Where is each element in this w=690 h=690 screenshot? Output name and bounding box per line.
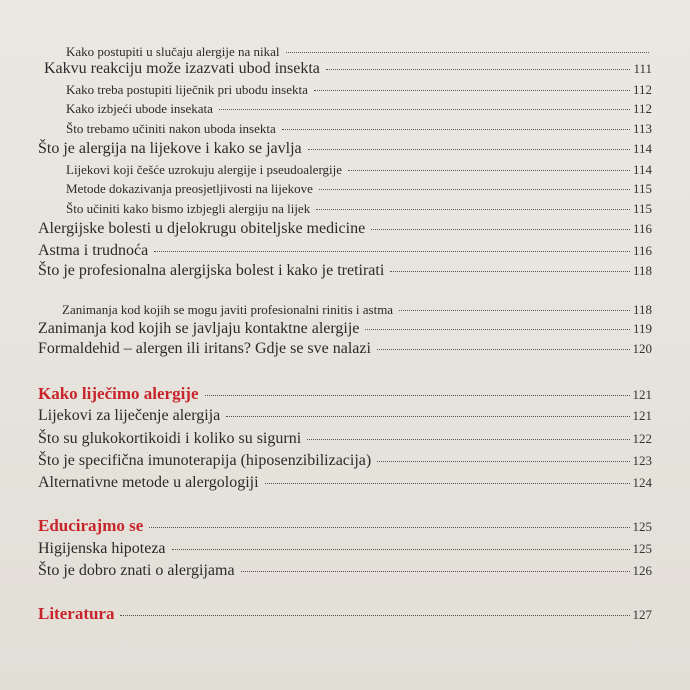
toc-entry-allergy-medications [38, 407, 652, 425]
dot-leader [390, 271, 630, 272]
toc-entry-title: Zanimanja kod kojih se mogu javiti profesionalni rinitis i astma [62, 302, 394, 317]
toc-entry-page: 111 [633, 61, 652, 76]
toc-entry-page: 115 [632, 201, 652, 216]
toc-entry-avoid-drug-allergy [66, 201, 652, 217]
toc-section-title: Educirajmo se [38, 516, 144, 535]
toc-entry-title: Zanimanja kod kojih se javljaju kontaktne alergije [38, 320, 360, 337]
toc-entry-doctor-insect-sting [66, 82, 652, 98]
toc-entry-drug-allergy [38, 140, 652, 158]
toc-entry-page: 124 [632, 475, 652, 490]
dot-leader [120, 615, 629, 616]
toc-entry-page: 113 [632, 121, 652, 136]
dot-leader [282, 129, 630, 130]
dot-leader [348, 170, 630, 171]
toc-entry-title: Alternativne metode u alergologiji [38, 474, 259, 491]
dot-leader [286, 52, 650, 53]
toc-entry-page: 118 [632, 263, 652, 278]
toc-entry-page: 112 [632, 101, 652, 116]
toc-entry-page: 112 [632, 82, 652, 97]
toc-entry-immunotherapy [38, 452, 652, 470]
toc-entry-title: Što je profesionalna alergijska bolest i kako je tretirati [38, 262, 385, 279]
toc-entry-title: Formaldehid – alergen ili iritans? Gdje se sve nalazi [38, 340, 371, 357]
toc-entry-title: Što su glukokortikoidi i koliko su sigurni [38, 430, 302, 447]
toc-entry-title: Kako izbjeći ubode insekata [66, 101, 213, 116]
dot-leader [316, 209, 630, 210]
toc-entry-asthma-pregnancy [38, 242, 652, 260]
dot-leader [226, 416, 629, 417]
toc-entry-title: Lijekovi za liječenje alergija [38, 407, 221, 424]
toc-entry-formaldehyde [38, 340, 652, 358]
toc-entry-hygiene-hypothesis [38, 540, 652, 558]
toc-entry-page: 114 [632, 162, 652, 177]
toc-entry-page: 118 [632, 302, 652, 317]
dot-leader [241, 571, 630, 572]
toc-entry-title: Lijekovi koji češće uzrokuju alergije i pseudoalergije [66, 162, 343, 177]
dot-leader [154, 251, 630, 252]
toc-section-literature [38, 604, 652, 624]
dot-leader [365, 329, 630, 330]
toc-entry-occupational-rhinitis-asthma [62, 302, 652, 318]
toc-entry-title: Što je specifična imunoterapija (hiposenzibilizacija) [38, 452, 372, 469]
dot-leader [371, 229, 630, 230]
toc-entry-insect-sting-reaction [44, 60, 652, 78]
toc-entry-title: Astma i trudnoća [38, 242, 149, 259]
dot-leader [219, 109, 630, 110]
toc-entry-family-medicine [38, 220, 652, 238]
toc-entry-page: 116 [632, 221, 652, 236]
toc-entry-page: 127 [632, 607, 652, 622]
toc-section-treatment [38, 384, 652, 404]
toc-entry-title: Metode dokazivanja preosjetljivosti na lijekove [66, 181, 313, 196]
toc-entry-drugs-causing-allergies [66, 162, 652, 178]
toc-entry-page: 119 [632, 321, 652, 336]
toc-section-education [38, 516, 652, 536]
toc-entry-title: Što je alergija na lijekove i kako se javlja [38, 140, 302, 157]
toc-entry-page: 120 [632, 341, 652, 356]
toc-section-title: Kako liječimo alergije [38, 384, 199, 403]
toc-entry-alternative-methods [38, 474, 652, 492]
dot-leader [308, 149, 630, 150]
toc-section-title: Literatura [38, 604, 115, 623]
dot-leader [307, 439, 629, 440]
toc-entry-after-insect-sting [66, 121, 652, 137]
dot-leader [377, 349, 630, 350]
dot-leader [205, 395, 630, 396]
toc-entry-title: Higijenska hipoteza [38, 540, 166, 557]
toc-entry-page: 122 [632, 431, 652, 446]
dot-leader [265, 483, 630, 484]
toc-entry-contact-allergy-occupations [38, 320, 652, 338]
toc-entry-page: 123 [632, 453, 652, 468]
toc-entry-title: Kako treba postupiti liječnik pri ubodu insekta [66, 82, 308, 97]
toc-entry-title: Što je dobro znati o alergijama [38, 562, 235, 579]
toc-entry-title: Što trebamo učiniti nakon uboda insekta [66, 121, 276, 136]
toc-entry-nickel-allergy [66, 44, 652, 60]
toc-entry-good-to-know [38, 562, 652, 580]
toc-entry-page: 116 [632, 243, 652, 258]
dot-leader [314, 90, 630, 91]
toc-entry-occupational-allergy [38, 262, 652, 280]
toc-entry-page: 125 [632, 519, 652, 534]
toc-entry-drug-hypersensitivity-methods [66, 181, 652, 197]
toc-entry-page: 121 [632, 408, 652, 423]
dot-leader [399, 310, 630, 311]
toc-entry-avoid-insect-stings [66, 101, 652, 117]
dot-leader [172, 549, 630, 550]
dot-leader [149, 527, 629, 528]
dot-leader [326, 69, 631, 70]
dot-leader [377, 461, 629, 462]
toc-entry-title: Kako postupiti u slučaju alergije na nikal [66, 44, 280, 59]
toc-entry-page: 115 [632, 181, 652, 196]
toc-entry-page: 114 [632, 141, 652, 156]
dot-leader [319, 189, 630, 190]
toc-entry-page: 126 [632, 563, 652, 578]
toc-entry-page: 125 [632, 541, 652, 556]
toc-entry-title: Alergijske bolesti u djelokrugu obiteljske medicine [38, 220, 366, 237]
toc-entry-title: Kakvu reakciju može izazvati ubod insekta [44, 60, 320, 77]
toc-entry-title: Što učiniti kako bismo izbjegli alergiju na lijek [66, 201, 311, 216]
toc-entry-page: 121 [632, 387, 652, 402]
toc-entry-glucocorticoids [38, 430, 652, 448]
